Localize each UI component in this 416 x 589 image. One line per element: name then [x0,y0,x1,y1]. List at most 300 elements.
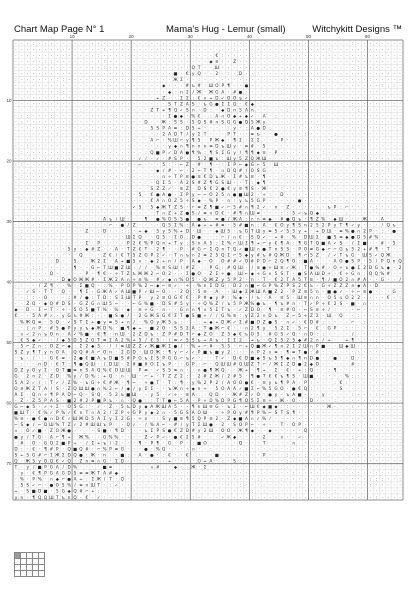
svg-text:·: · [133,264,135,270]
svg-text:·: · [358,125,360,131]
svg-text:2: 2 [156,246,160,252]
svg-text:·: · [387,101,389,107]
svg-text:·: · [62,385,64,391]
svg-text:∩: ∩ [203,95,207,101]
svg-text:S: S [73,319,77,325]
svg-text:·: · [174,83,177,89]
svg-text:·: · [121,119,123,125]
svg-text:·: · [346,71,348,77]
svg-text:·: · [298,180,301,186]
svg-text::: : [162,452,165,458]
svg-text::: : [316,186,319,192]
svg-text:·: · [239,131,242,137]
svg-text:·: · [109,270,112,276]
svg-text:G: G [49,464,54,470]
svg-text:·: · [293,131,295,137]
svg-text:·: · [275,198,277,204]
svg-text:·: · [115,222,118,228]
svg-text:y: y [168,416,171,422]
svg-text:·: · [103,137,106,143]
svg-text:T: T [156,397,160,403]
svg-text::: : [68,361,70,367]
svg-text:·: · [50,83,53,89]
svg-text:5: 5 [315,222,319,228]
svg-text:·: · [233,40,236,46]
svg-text:·: · [304,149,307,155]
svg-text:D: D [250,307,254,313]
svg-text:·: · [346,46,348,52]
svg-text:·: · [387,404,389,409]
svg-text:·: · [228,367,230,373]
svg-text:·: · [139,422,141,428]
svg-text:·: · [133,40,135,46]
svg-text:≡: ≡ [120,343,125,349]
svg-text:·: · [304,464,307,470]
svg-text:Z: Z [85,337,89,343]
svg-text:/: / [352,331,354,337]
svg-text:·: · [363,331,366,337]
svg-text:◆: ◆ [215,228,219,234]
svg-text:·: · [293,198,295,204]
svg-text:·: · [27,361,29,367]
svg-text:Z: Z [162,186,166,192]
svg-text:·: · [369,397,372,403]
svg-text:·: · [33,361,35,367]
svg-text:·: · [281,125,283,131]
svg-text:P: P [132,355,136,361]
svg-text:S: S [162,428,166,434]
svg-text:Z: Z [179,210,183,216]
svg-text:%: % [262,416,267,422]
svg-text:·: · [33,125,35,131]
svg-text:G: G [179,410,184,416]
svg-text:·: · [192,52,194,58]
svg-text:P: P [262,198,266,204]
svg-text:n: n [55,331,59,337]
svg-text:5: 5 [191,119,195,125]
svg-text:·: · [369,46,372,52]
svg-text:G: G [250,161,254,167]
svg-text:·: · [328,101,330,107]
svg-text:·: · [133,143,135,149]
svg-text:·: · [328,416,330,422]
svg-text:Q: Q [156,180,160,186]
svg-text:·: · [375,446,378,452]
svg-text:·: · [263,464,265,470]
svg-text:·: · [245,40,248,46]
svg-text:Z: Z [138,343,142,349]
svg-text:·: · [399,83,401,89]
svg-text:·: · [103,119,106,125]
svg-text:5: 5 [191,434,195,440]
svg-text:■: ■ [250,282,255,288]
svg-text::: : [80,137,82,143]
svg-text:·: · [263,470,265,476]
svg-text::: : [62,89,64,95]
svg-text:Ш: Ш [326,313,332,319]
svg-text:·: · [133,113,135,119]
svg-text:·: · [163,155,165,161]
svg-text:·: · [186,113,188,119]
svg-text:/: / [27,434,29,440]
svg-text:5: 5 [274,228,278,234]
svg-text:Q: Q [339,313,343,319]
svg-text:·: · [381,289,383,294]
svg-text:5: 5 [109,301,112,307]
svg-text:·: · [50,46,53,52]
svg-text:·: · [15,180,17,186]
svg-text:S: S [168,101,171,107]
svg-text:A: A [97,416,101,422]
svg-text::: : [399,119,401,125]
svg-text:·: · [38,40,41,46]
svg-text:n: n [115,331,118,337]
svg-text:✓: ✓ [67,319,71,325]
svg-text:≡: ≡ [232,313,237,319]
svg-text::: : [399,301,401,307]
svg-text:ъ: ъ [144,355,148,361]
svg-text:·: · [103,113,106,119]
svg-text:·: · [233,325,236,331]
svg-text:·: · [98,216,100,222]
svg-text:S: S [351,258,355,264]
svg-text:€: € [38,416,41,422]
svg-text:∩: ∩ [49,416,53,422]
svg-text:·: · [50,149,53,155]
svg-text:·: · [393,276,395,282]
svg-text:·: · [151,83,153,89]
svg-text:·: · [115,83,118,89]
svg-text:✓: ✓ [191,349,195,355]
svg-text:⌐: ⌐ [244,404,249,409]
svg-text:∩: ∩ [233,234,237,240]
svg-text:·: · [269,180,271,186]
svg-text:Q: Q [79,446,83,452]
svg-text:ъ: ъ [215,155,219,161]
svg-text:·: · [74,180,76,186]
svg-text:·: · [21,222,23,228]
svg-text:·: · [399,137,401,143]
svg-text:Σ: Σ [227,161,231,167]
svg-text:·: · [103,143,106,149]
svg-text:·: · [381,52,383,58]
svg-text::: : [222,161,224,167]
svg-text:G: G [185,361,189,367]
svg-text:·: · [56,101,58,107]
svg-text:Q: Q [67,446,71,452]
svg-text:·: · [121,71,123,77]
svg-text:·: · [86,161,88,167]
svg-text:·: · [56,295,58,301]
svg-text:·: · [399,59,401,64]
svg-text:·: · [346,470,348,476]
svg-text:·: · [269,325,271,331]
svg-text:⌐: ⌐ [203,361,207,367]
svg-text:Q: Q [67,458,71,464]
svg-text:O: O [238,422,243,428]
svg-text::: : [281,464,283,470]
svg-text:·: · [15,397,17,403]
svg-text:·: · [27,40,29,46]
svg-text:÷: ÷ [61,307,65,313]
svg-text:2: 2 [209,252,213,258]
svg-text:·: · [381,361,383,367]
svg-text:·: · [15,59,17,64]
svg-text:¶: ¶ [239,397,242,403]
svg-text:·: · [346,186,348,192]
svg-text:·: · [375,307,378,313]
svg-text:·: · [33,119,35,125]
svg-text:A: A [262,222,266,228]
svg-text:·: · [328,149,330,155]
svg-text::: : [334,131,336,137]
svg-text::: : [393,464,395,470]
svg-text:A: A [250,125,254,131]
svg-text:P: P [327,222,331,228]
svg-text:€: € [339,379,343,385]
svg-text:Z: Z [162,331,166,337]
svg-text:·: · [399,65,401,71]
svg-text:·: · [298,52,301,58]
svg-text:·: · [387,77,389,83]
svg-text:#: # [37,452,42,458]
svg-text:%: % [344,373,349,379]
svg-text:A: A [309,270,313,276]
svg-text:D: D [238,71,243,77]
svg-text:P: P [91,397,95,403]
svg-text:·: · [15,95,17,101]
svg-text:·: · [145,46,147,52]
svg-text::: : [381,476,384,482]
svg-text:●: ● [167,428,172,434]
svg-text:Ш: Ш [226,143,231,149]
svg-text:·: · [287,65,289,71]
svg-text:Q: Q [108,373,113,379]
svg-text::: : [281,404,283,409]
svg-text:P: P [298,422,301,428]
svg-text:S: S [233,458,236,464]
svg-text:·: · [168,464,171,470]
svg-text:·: · [33,228,35,234]
svg-text:D: D [215,391,219,397]
svg-text:€: € [55,361,59,367]
svg-text:P: P [333,204,337,210]
svg-text:O: O [339,276,343,282]
svg-text:·: · [281,40,283,46]
svg-text:D: D [67,391,71,397]
svg-text:5: 5 [227,343,231,349]
svg-text:·: · [281,113,283,119]
svg-text:·: · [251,458,253,464]
svg-text:·: · [399,40,401,46]
svg-text:■: ■ [173,416,178,422]
svg-text:T: T [162,397,165,403]
svg-text:Ж: Ж [255,119,261,125]
svg-text:¶: ¶ [162,246,166,252]
svg-text:✓: ✓ [250,113,255,119]
svg-text:⌐: ⌐ [96,349,101,355]
svg-text::: : [198,319,200,325]
svg-text:◆: ◆ [91,343,95,349]
svg-text:·: · [257,89,259,95]
svg-text:A: A [138,452,142,458]
svg-text::: : [145,180,147,186]
svg-text:5: 5 [292,228,296,234]
svg-text:·: · [62,113,64,119]
svg-text:¶: ¶ [250,240,254,246]
svg-text:A: A [292,391,296,397]
svg-text:¶: ¶ [268,307,272,313]
svg-text:·: · [322,101,324,107]
svg-text:A: A [114,337,118,343]
svg-text:·: · [109,428,112,434]
svg-text:5: 5 [369,258,372,264]
svg-text:·: · [298,446,301,452]
svg-text:·: · [369,143,372,149]
svg-text:·: · [180,470,183,476]
svg-text:·: · [133,180,135,186]
svg-text::: : [352,161,354,167]
svg-text:·: · [44,119,47,125]
svg-text:·: · [139,373,141,379]
svg-text:·: · [322,52,324,58]
svg-text:Z: Z [315,216,319,222]
svg-text:·: · [174,186,177,192]
svg-text::: : [393,101,395,107]
svg-text:/: / [133,385,135,391]
svg-text:≡: ≡ [37,319,42,325]
svg-text:·: · [151,131,153,137]
svg-text:·: · [192,367,194,373]
svg-text:·: · [139,59,141,64]
svg-text:·: · [322,428,324,434]
svg-text:■: ■ [173,71,178,77]
svg-text:€: € [55,355,59,361]
svg-text:·: · [340,131,342,137]
svg-text:·: · [363,476,366,482]
svg-text:·: · [281,391,283,397]
svg-text:·: · [74,174,76,179]
svg-text:·: · [216,343,218,349]
svg-text:D: D [61,276,65,282]
svg-text:·: · [369,131,372,137]
svg-text:·: · [387,385,389,391]
svg-text:Q: Q [238,361,243,367]
svg-text:Σ: Σ [109,337,112,343]
svg-text:·: · [263,59,265,64]
svg-text:⌐: ⌐ [203,192,207,198]
svg-text:·: · [80,131,82,137]
svg-text:·: · [304,192,307,198]
svg-text:Σ: Σ [174,234,177,240]
svg-text:✓: ✓ [96,404,101,409]
svg-text:·: · [293,89,295,95]
svg-text:·: · [174,361,177,367]
svg-text:A: A [203,240,207,246]
svg-text:·: · [328,180,330,186]
svg-text:·: · [38,46,41,52]
svg-text:·: · [239,470,242,476]
svg-text:●: ● [209,325,213,331]
svg-text::: : [227,295,230,301]
svg-text:·: · [21,186,23,192]
svg-text:·: · [38,276,41,282]
svg-text:·: · [151,222,153,228]
svg-text:●: ● [297,198,302,204]
svg-text:·: · [275,119,277,125]
svg-text:·: · [363,107,366,113]
svg-text:·: · [369,325,372,331]
svg-text:Ш: Ш [338,216,344,222]
svg-text:·: · [304,446,307,452]
svg-text:·: · [222,470,224,476]
svg-text:■: ■ [120,325,125,331]
svg-text::: : [316,65,319,71]
svg-text:G: G [221,313,225,319]
svg-text:/: / [227,234,230,240]
svg-text::: : [227,40,230,46]
svg-text:·: · [275,107,277,113]
svg-text:Q: Q [309,367,314,373]
svg-text:·: · [157,452,159,458]
svg-text:·: · [275,101,277,107]
svg-text:·: · [145,71,147,77]
svg-text:Q: Q [79,252,83,258]
svg-text:·: · [180,476,183,482]
svg-text:/: / [222,373,224,379]
svg-text:·: · [399,337,401,343]
svg-text:◆: ◆ [162,83,166,89]
svg-text::: : [263,101,265,107]
svg-text:·: · [263,71,265,77]
svg-text:·: · [228,137,230,143]
svg-text:·: · [275,59,277,64]
row-number: 70 [6,461,12,467]
svg-text:·: · [133,228,135,234]
svg-text:·: · [304,470,307,476]
svg-text:·: · [228,174,230,179]
svg-text:S: S [180,204,183,210]
svg-text:n: n [203,143,207,149]
svg-text:·: · [387,416,389,422]
svg-text:·: · [192,155,194,161]
svg-text:≡: ≡ [114,446,119,452]
svg-text:·: · [281,83,283,89]
svg-text:●: ● [232,192,237,198]
svg-text:5: 5 [351,246,355,252]
svg-text:✓: ✓ [333,240,337,246]
svg-text:€: € [85,355,89,361]
svg-text:·: · [298,155,301,161]
svg-text:¶: ¶ [292,222,296,228]
svg-text::: : [74,458,76,464]
svg-text:·: · [293,246,295,252]
svg-text:■: ■ [327,289,332,294]
svg-text:·: · [192,228,194,234]
svg-text:·: · [44,83,47,89]
svg-text:·: · [222,446,224,452]
svg-text:·: · [381,192,383,198]
svg-text:¶: ¶ [310,216,313,222]
svg-text:%: % [143,319,148,325]
svg-text:#: # [144,361,148,367]
svg-text:·: · [157,131,159,137]
svg-text:y: y [191,192,195,198]
svg-text:◆: ◆ [173,464,178,470]
svg-text:n: n [180,89,183,95]
svg-text:·: · [245,264,248,270]
svg-text:Q: Q [232,167,237,173]
